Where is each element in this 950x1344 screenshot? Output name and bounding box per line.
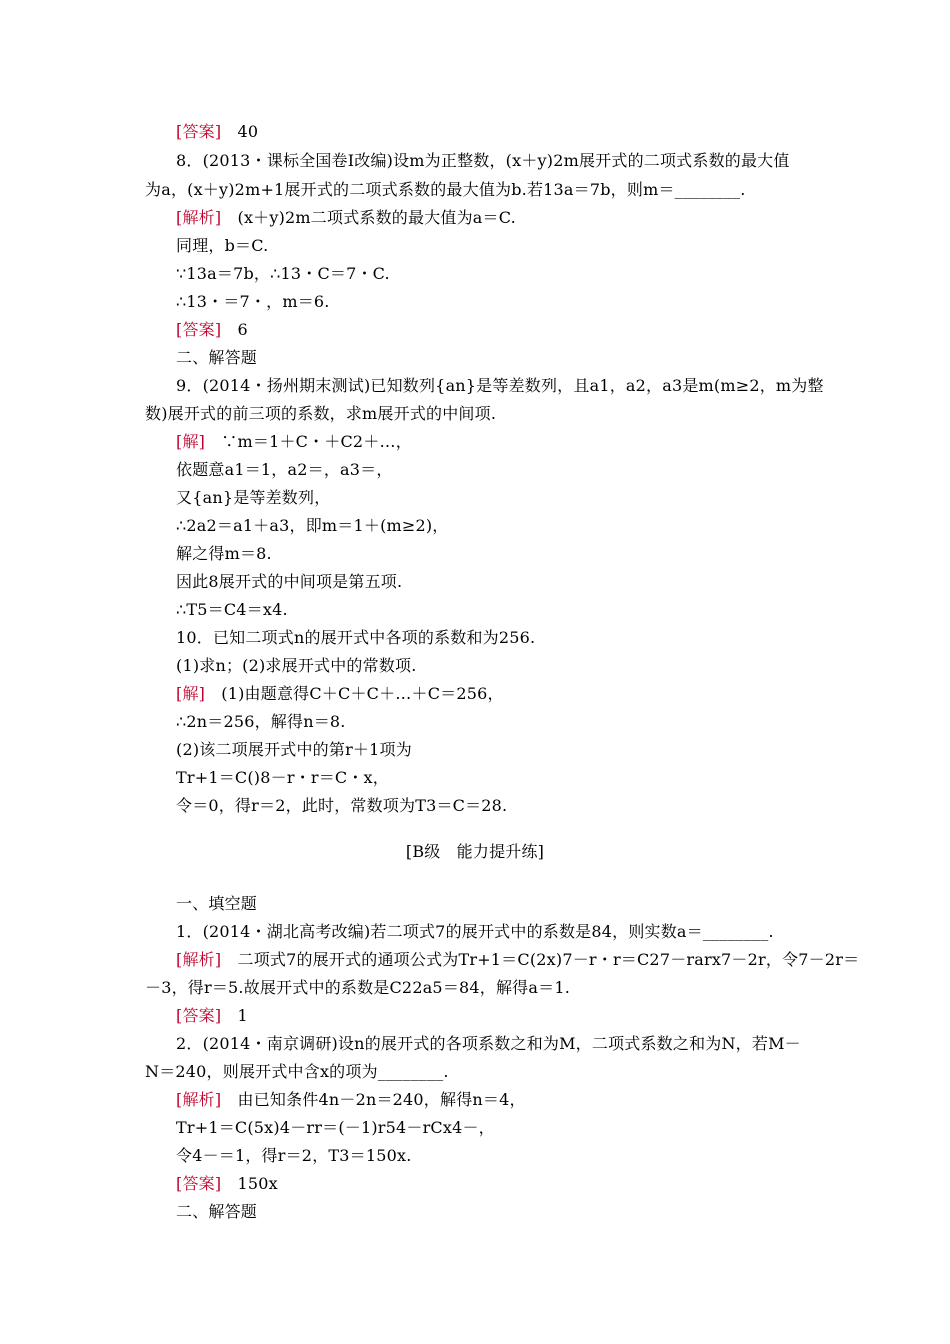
solution-9-line-2: 依题意a1＝1，a2＝，a3＝， <box>176 460 393 479</box>
answer-tag: [答案] <box>176 1006 222 1025</box>
solution-10-line-4: Tr+1＝C()8－r・r＝C・x， <box>176 768 389 787</box>
solution-9-line-3: 又{an}是等差数列， <box>176 488 331 507</box>
answer-tag: [答案] <box>176 122 222 141</box>
question-10-line-2: (1)求n；(2)求展开式中的常数项. <box>176 656 417 675</box>
solution-9-line-1 <box>176 432 412 452</box>
b-question-1: 1．(2014・湖北高考改编)若二项式7的展开式中的系数是84，则实数a＝________. <box>176 922 774 941</box>
answer-value: 6 <box>237 320 248 339</box>
analysis-text: (x＋y)2m二项式系数的最大值为a＝C. <box>237 208 516 227</box>
analysis-8-line-2: 同理，b＝C. <box>176 236 269 255</box>
solution-10-line-5: 令＝0，得r＝2，此时，常数项为T3＝C＝28. <box>176 796 508 815</box>
answer-value: 1 <box>237 1006 248 1025</box>
b-analysis-2-line-2: Tr+1＝C(5x)4－rr＝(－1)r54－rCx4－， <box>176 1118 495 1137</box>
b-analysis-2-line-3: 令4－＝1，得r＝2，T3＝150x. <box>176 1146 412 1165</box>
analysis-8-line-1 <box>176 208 516 228</box>
solution-9-line-7: ∴T5＝C4＝x4. <box>176 600 288 619</box>
analysis-tag: [解析] <box>176 950 222 969</box>
section-heading: 一、填空题 <box>176 894 258 913</box>
analysis-text: 二项式7的展开式的通项公式为Tr+1＝C(2x)7－r・r＝C27－rarx7－2r，令7－2r＝ <box>237 950 860 969</box>
analysis-text: 由已知条件4n－2n＝240，解得n＝4， <box>237 1090 526 1109</box>
section-b-heading: [B级 能力提升练] <box>405 842 545 861</box>
answer-tag: [答案] <box>176 320 222 339</box>
question-8-line-1: 8．(2013・课标全国卷Ⅰ改编)设m为正整数，(x＋y)2m展开式的二项式系数的最大值 <box>176 151 790 170</box>
answer-line <box>176 320 248 340</box>
solution-10-line-2: ∴2n＝256，解得n＝8. <box>176 712 346 731</box>
analysis-8-line-3: ∵13a＝7b，∴13・C＝7・C. <box>176 264 390 283</box>
answer-line <box>176 122 258 142</box>
solution-9-line-4: ∴2a2＝a1＋a3，即m＝1＋(m≥2)， <box>176 516 449 535</box>
question-9-line-1: 9．(2014・扬州期末测试)已知数列{an}是等差数列，且a1，a2，a3是m(m≥2，m为整 <box>176 376 824 395</box>
solution-9-line-6: 因此8展开式的中间项是第五项. <box>176 572 403 591</box>
answer-value: 40 <box>237 122 259 141</box>
solution-9-line-5: 解之得m＝8. <box>176 544 272 563</box>
b-analysis-2-line-1 <box>176 1090 526 1110</box>
section-heading: 二、解答题 <box>176 348 258 367</box>
question-10-line-1: 10．已知二项式n的展开式中各项的系数和为256. <box>176 628 536 647</box>
solution-tag: [解] <box>176 684 206 703</box>
analysis-tag: [解析] <box>176 1090 222 1109</box>
b-analysis-1-line-2: －3，得r＝5.故展开式中的系数是C22a5＝84，解得a＝1. <box>145 978 570 997</box>
answer-line <box>176 1174 278 1194</box>
section-heading: 二、解答题 <box>176 1202 258 1221</box>
question-9-line-2: 数)展开式的前三项的系数，求m展开式的中间项. <box>145 404 497 423</box>
solution-10-line-1 <box>176 684 504 704</box>
question-8-line-2: 为a，(x＋y)2m+1展开式的二项式系数的最大值为b.若13a＝7b，则m＝________. <box>145 180 746 199</box>
solution-text: (1)由题意得C＋C＋C＋…＋C＝256， <box>221 684 504 703</box>
b-question-2-line-1: 2．(2014・南京调研)设n的展开式的各项系数之和为M，二项式系数之和为N，若M－ <box>176 1034 801 1053</box>
answer-line <box>176 1006 248 1026</box>
analysis-tag: [解析] <box>176 208 222 227</box>
b-question-2-line-2: N＝240，则展开式中含x的项为________. <box>145 1062 449 1081</box>
answer-tag: [答案] <box>176 1174 222 1193</box>
analysis-8-line-4: ∴13・＝7・，m＝6. <box>176 292 330 311</box>
solution-text: ∵m＝1＋C・＋C2＋…， <box>221 432 412 451</box>
answer-value: 150x <box>237 1174 278 1193</box>
solution-tag: [解] <box>176 432 206 451</box>
b-analysis-1-line-1 <box>176 950 859 970</box>
solution-10-line-3: (2)该二项展开式中的第r＋1项为 <box>176 740 412 759</box>
